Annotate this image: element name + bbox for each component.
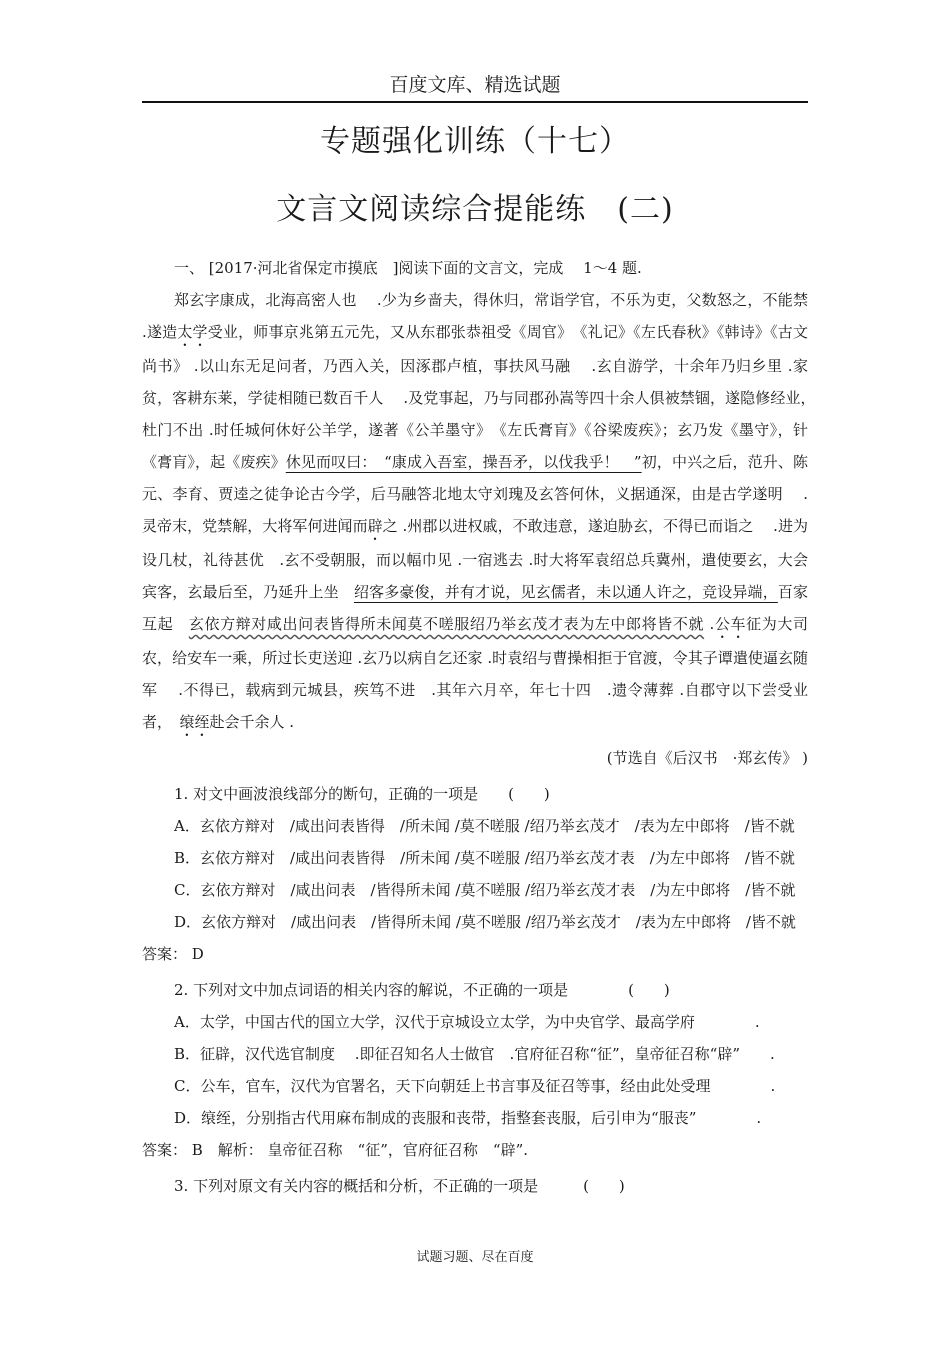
question-1-option-a: A．玄依方辩对 /咸出问表皆得 /所未闻 /莫不嗟服 /绍乃举玄茂才 /表为左中郎将 /皆不就 <box>174 817 795 835</box>
question-3-stem: 3. 下列对原文有关内容的概括和分析，不正确的一项是 ( ) <box>174 1177 625 1195</box>
wavy-underlined-sentence: 玄依方辩对咸出问表皆得所未闻莫不嗟服绍乃举玄茂才表为左中郎将皆不就 <box>188 615 705 633</box>
page-footer: 试题习题、尽在百度 <box>416 1250 534 1265</box>
question-intro: 一、 [2017·河北省保定市摸底 ]阅读下面的文言文，完成 1～4 题. <box>174 259 642 277</box>
passage-segment: 受业，师事京兆第五元先，又从东郡张恭祖受《周官》 《礼记》《左氏春秋》《韩诗》《古文尚书》 .以山东无足问者，乃西入关，因涿郡卢植，事扶风马融 .玄自游学，十余年乃归乡里 .家贫，客耕东莱，学徒相随已数百千人 .及党事起，乃与同郡孙嵩等四十余人俱被禁锢，遂隐修经业， 杜门不出 .时任城何休好公羊学，遂著《公羊墨守》 《左氏膏肓》《谷梁废疾》；玄乃发《墨守》，针《膏肓》，起《废疾》 <box>142 323 824 471</box>
passage-segment: 之 .州郡以进权戚，不敢违意，遂迫胁玄，不得已而诣之 .进为设几杖，礼待甚优 .玄不受朝服，而以幅巾见 .一宿逃去 .时大将军袁绍总兵冀州，遣使要玄，大会宾客，玄最后至，乃延升上坐 <box>142 517 808 601</box>
passage-segment: 郑玄字康成，北海高密人也 .少为乡啬夫，得休归，常诣学官，不乐为吏，父数怒之，不能禁 .遂造 <box>142 291 808 341</box>
passage-source: (节选自《后汉书 ·郑玄传》 ) <box>606 749 808 767</box>
header-rule <box>142 101 808 103</box>
question-1-option-b: B．玄依方辩对 /咸出问表皆得 /所未闻 /莫不嗟服 /绍乃举玄茂才表 /为左中郎将 /皆不就 <box>174 849 795 867</box>
question-1-answer: 答案： D <box>142 945 204 963</box>
question-1-option-c: C．玄依方辩对 /咸出问表 /皆得所未闻 /莫不嗟服 /绍乃举玄茂才表 /为左中郎将 /皆不就 <box>174 881 796 899</box>
question-2-stem: 2. 下列对文中加点词语的相关内容的解说，不正确的一项是 ( ) <box>174 981 670 999</box>
question-2-option-c: C．公车，官车，汉代为官署名，天下向朝廷上书言事及征召等事，经由此处受理 . <box>174 1077 776 1095</box>
title-line-1: 专题强化训练（十七） <box>320 124 630 159</box>
title-line-2: 文言文阅读综合提能练 (二) <box>276 192 674 227</box>
underlined-sentence-2: 绍客多豪俊，并有才说，见玄儒者，未以通人许之，竞设异端， <box>353 583 778 601</box>
question-2-option-b: B．征辟，汉代选官制度 .即征召知名人士做官 .官府征召称“征”，皇帝征召称“辟” . <box>174 1045 775 1063</box>
question-1-option-d: D．玄依方辩对 /咸出问表 /皆得所未闻 /莫不嗟服 /绍乃举玄茂才 /表为左中郎将 /皆不就 <box>174 913 796 931</box>
question-2-answer: 答案： B 解析： 皇帝征召称 “征”，官府征召称 “辟”. <box>142 1141 529 1159</box>
question-1-stem: 1. 对文中画波浪线部分的断句，正确的一项是 ( ) <box>174 785 550 803</box>
underlined-sentence-1: 休见而叹曰： “康成入吾室，操吾矛，以伐我乎！ ” <box>285 453 642 471</box>
passage-segment: . <box>704 615 715 633</box>
dotted-term-gongche: 公车 <box>714 615 747 633</box>
passage-segment: 征为大司农，给安车一乘，所过长吏送迎 .玄乃以病自乞还家 .时袁绍与曹操相拒于官渡，令其子谭遣使逼玄随军 .不得已，载病到元城县，疾笃不进 .其年六月卒，年七十四 .遗令薄葬 .自郡守以下尝受业者， <box>142 615 808 731</box>
document-body <box>142 252 824 1202</box>
question-2-option-d: D．缞绖，分别指古代用麻布制成的丧服和丧带，指整套丧服，后引申为“服丧” . <box>174 1109 762 1127</box>
page-header: 百度文库、精选试题 <box>389 74 561 96</box>
passage-segment: 初，中兴之后，范升、陈元、李育、贾逵之徒争论古今学，后马融答北地太守刘瑰及玄答何休，义据通深，由是古学遂明 . 灵帝末，党禁解，大将军何进闻而 <box>142 453 808 535</box>
question-2-option-a: A．太学，中国古代的国立大学，汉代于京城设立太学，为中央官学、最高学府 . <box>174 1013 760 1031</box>
classical-passage <box>142 284 824 740</box>
passage-segment: 赴会千余人 . <box>209 713 295 731</box>
dotted-term-bi: 辟 <box>367 517 383 535</box>
dotted-term-taixue: 太学 <box>177 323 208 341</box>
dotted-term-cuidie: 缞绖 <box>179 713 210 731</box>
passage-segment: 百家互起 <box>142 583 808 633</box>
